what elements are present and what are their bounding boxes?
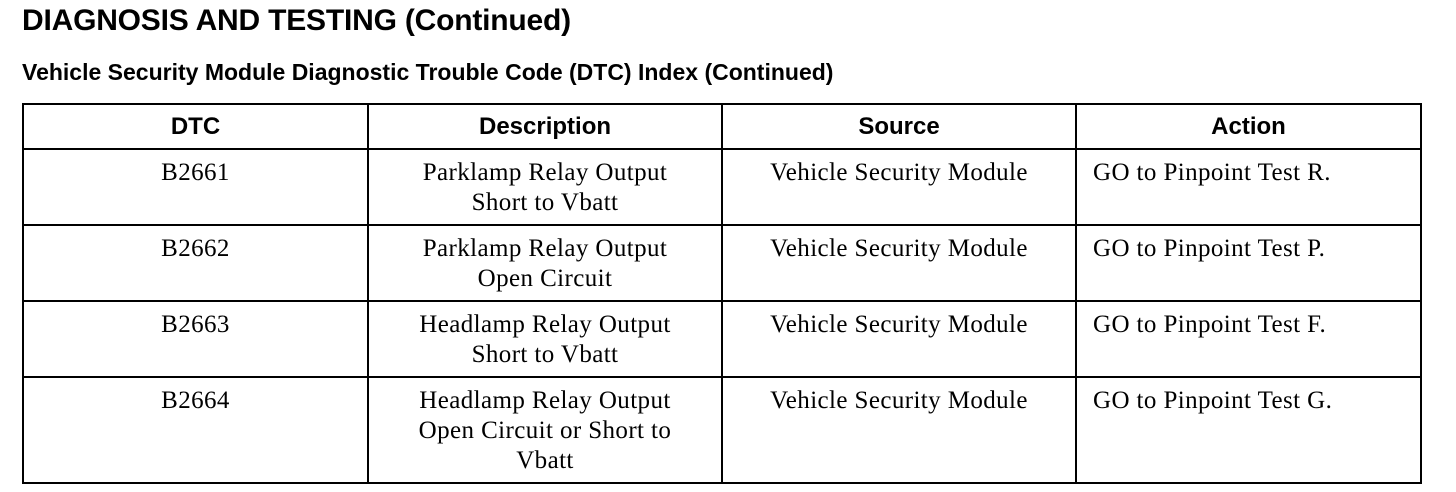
dtc-index-table — [22, 103, 1422, 484]
column-header-dtc: DTC — [23, 104, 368, 149]
source-cell: Vehicle Security Module — [722, 149, 1076, 225]
action-cell: GO to Pinpoint Test F. — [1076, 301, 1421, 377]
dtc-code-cell: B2664 — [23, 377, 368, 483]
column-header-description: Description — [368, 104, 722, 149]
table-row — [23, 301, 1421, 377]
table-row — [23, 377, 1421, 483]
dtc-code-cell: B2661 — [23, 149, 368, 225]
action-cell: GO to Pinpoint Test P. — [1076, 225, 1421, 301]
description-cell: Headlamp Relay Output Short to Vbatt — [368, 301, 722, 377]
source-cell: Vehicle Security Module — [722, 225, 1076, 301]
dtc-code-cell: B2663 — [23, 301, 368, 377]
action-cell: GO to Pinpoint Test G. — [1076, 377, 1421, 483]
dtc-code-cell: B2662 — [23, 225, 368, 301]
source-cell: Vehicle Security Module — [722, 301, 1076, 377]
table-row — [23, 149, 1421, 225]
column-header-action: Action — [1076, 104, 1421, 149]
source-cell: Vehicle Security Module — [722, 377, 1076, 483]
column-header-source: Source — [722, 104, 1076, 149]
table-header-row — [23, 104, 1421, 149]
action-cell: GO to Pinpoint Test R. — [1076, 149, 1421, 225]
description-cell: Parklamp Relay Output Short to Vbatt — [368, 149, 722, 225]
table-title: Vehicle Security Module Diagnostic Trouble Code (DTC) Index (Continued) — [22, 59, 834, 85]
table-row — [23, 225, 1421, 301]
page-title: DIAGNOSIS AND TESTING (Continued) — [22, 4, 571, 37]
description-cell: Headlamp Relay Output Open Circuit or Short to Vbatt — [368, 377, 722, 483]
description-cell: Parklamp Relay Output Open Circuit — [368, 225, 722, 301]
